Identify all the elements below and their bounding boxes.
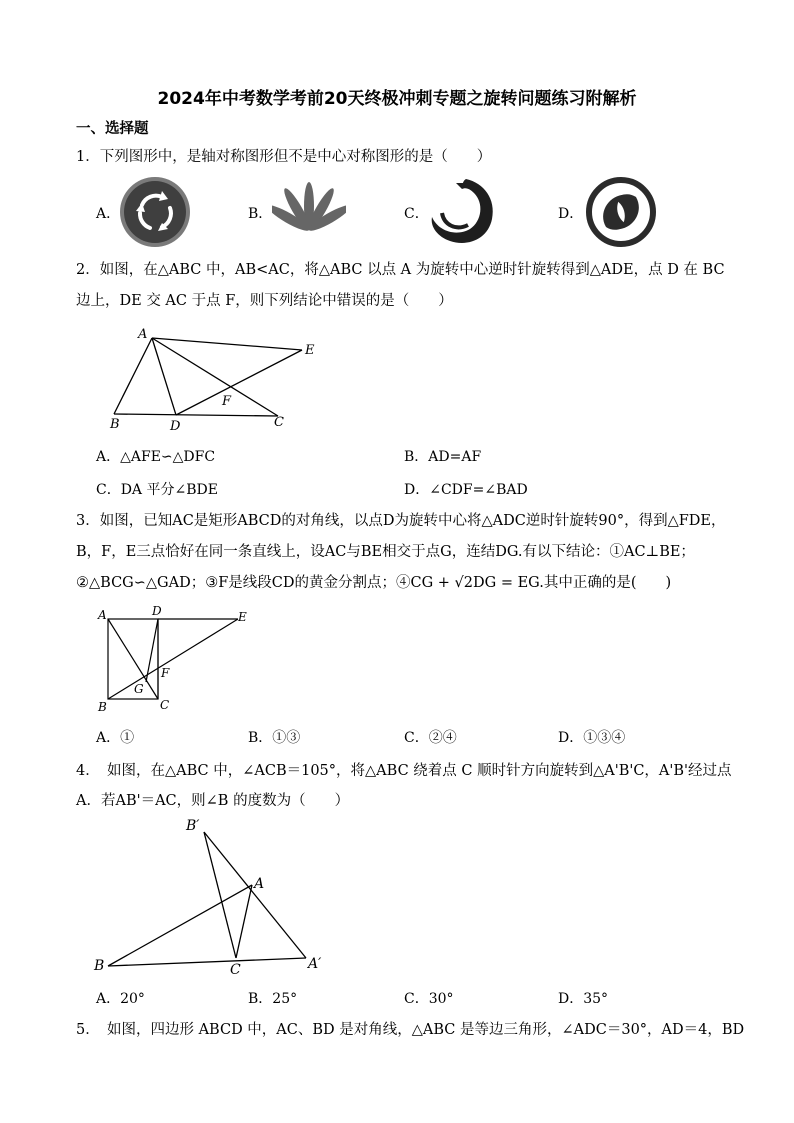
recycle-arrows-logo — [118, 175, 192, 249]
q1-option-b-label: B． — [248, 206, 273, 222]
q2-option-d: D．∠CDF=∠BAD — [404, 482, 528, 498]
q3-label-d: D — [152, 604, 162, 618]
crescent-bird-logo — [426, 173, 500, 249]
q4-option-c: C．30° — [404, 991, 454, 1007]
fan-petals-logo — [272, 180, 346, 240]
q3-stem-line1: 3．如图，已知AC是矩形ABCD的对角线，以点D为旋转中心将△ADC逆时针旋转90°，得到△FDE， — [76, 513, 726, 529]
q2-label-f: F — [222, 394, 232, 409]
q1-option-c-label: C． — [404, 206, 429, 222]
q3-label-b: B — [98, 700, 107, 714]
q3-label-c: C — [160, 698, 170, 712]
q4-option-d: D．35° — [558, 991, 609, 1007]
q1-option-d-label: D． — [558, 206, 584, 222]
q4-stem-line2: A．若AB'＝AC，则∠B 的度数为（ ） — [76, 793, 350, 809]
q3-option-a: A．① — [96, 730, 135, 746]
q2-stem-line1: 2．如图，在△ABC 中，AB<AC，将△ABC 以点 A 为旋转中心逆时针旋转得到△ADE，点 D 在 BC — [76, 262, 725, 278]
q3-option-b: B．①③ — [248, 730, 301, 746]
q1-stem: 1．下列图形中，是轴对称图形但不是中心对称图形的是（ ） — [76, 149, 492, 165]
q3-option-d: D．①③④ — [558, 730, 626, 746]
q4-option-a: A．20° — [96, 991, 145, 1007]
ring-swirl-logo — [584, 175, 658, 249]
q1-option-a-label: A． — [96, 206, 121, 222]
q4-option-b: B．25° — [248, 991, 298, 1007]
q3-rectangle-figure — [92, 603, 262, 715]
q4-stem-line1: 4． 如图，在△ABC 中，∠ACB＝105°，将△ABC 绕着点 C 顺时针方向旋转到△A'B'C，A'B'经过点 — [76, 763, 732, 779]
section-heading: 一、选择题 — [76, 121, 149, 137]
q4-label-a: A — [254, 876, 265, 892]
q3-label-g: G — [134, 682, 144, 696]
q3-stem-line2: B，F，E三点恰好在同一条直线上，设AC与BE相交于点G，连结DG.有以下结论：①AC⊥BE； — [76, 544, 695, 560]
q3-option-c: C．②④ — [404, 730, 457, 746]
page-title: 2024年中考数学考前20天终极冲刺专题之旋转问题练习附解析 — [157, 89, 637, 109]
q4-label-b-prime: B′ — [186, 818, 200, 834]
q2-label-e: E — [305, 343, 315, 358]
q5-stem-line1: 5． 如图，四边形 ABCD 中，AC、BD 是对角线，△ABC 是等边三角形，∠ADC＝30°，AD＝4，BD — [76, 1022, 745, 1038]
q3-label-a: A — [98, 608, 107, 622]
q2-stem-line2: 边上，DE 交 AC 于点 F，则下列结论中错误的是（ ） — [76, 293, 453, 309]
q3-stem-line3: ②△BCG∽△GAD；③F是线段CD的黄金分割点；④CG + √2DG = EG.其中正确的是( ) — [76, 575, 672, 591]
q2-label-c: C — [274, 415, 284, 430]
q2-option-a: A．△AFE∽△DFC — [96, 449, 216, 465]
q2-label-d: D — [170, 419, 181, 434]
q4-rotation-figure — [88, 812, 338, 982]
q2-option-c: C．DA 平分∠BDE — [96, 482, 218, 498]
q4-label-a-prime: A′ — [308, 956, 322, 972]
q2-option-b: B．AD=AF — [404, 449, 482, 465]
q2-label-b: B — [110, 417, 120, 432]
q4-label-b: B — [94, 958, 105, 974]
q4-label-c: C — [230, 962, 241, 978]
q3-label-f: F — [161, 666, 170, 680]
q2-label-a: A — [138, 327, 148, 342]
q3-label-e: E — [238, 610, 247, 624]
q2-triangle-figure — [100, 322, 330, 437]
